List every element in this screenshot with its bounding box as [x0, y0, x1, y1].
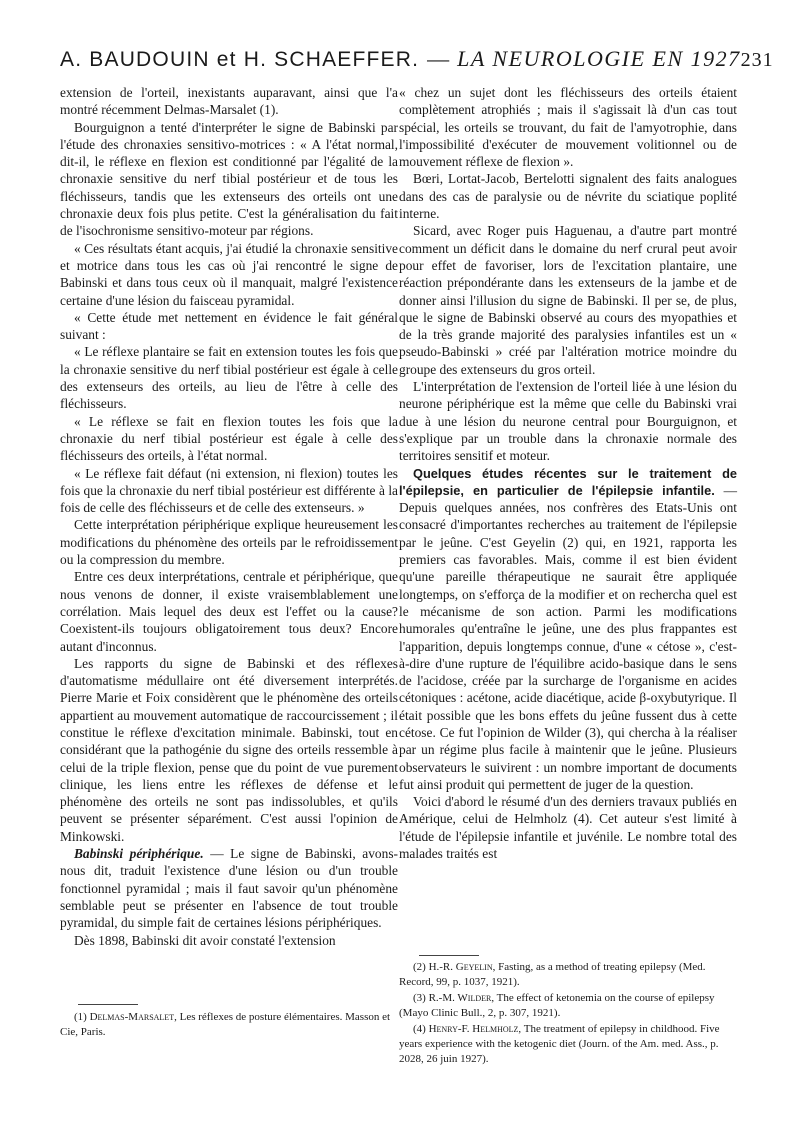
paragraph [60, 568, 398, 654]
paragraph-text: « Ces résultats étant acquis, j'ai étudié la chronaxie sensitive et motrice dans tous les cas où j'ai rencontré le signe de Babinski et dans tous ceux où il manquait, malgré l'existence certaine d'une lésion du faisceau pyramidal. [60, 240, 398, 308]
paragraph [60, 84, 398, 119]
section-lead: Quelques études récentes sur le traitement de l'épilepsie, en particulier de l'épilepsie infantile. [399, 465, 737, 498]
footnote-text: The effect of ketonemia on the course of epilepsy (Mayo Clinic Bull., 2, p. 307, 1921). [399, 992, 715, 1019]
footnote-rule-right [419, 955, 479, 956]
paragraph [399, 170, 737, 222]
paragraph-text: Dès 1898, Babinski dit avoir constaté l'extension [74, 932, 336, 948]
paragraph [399, 465, 737, 794]
paragraph-text: Bourguignon a tenté d'interpréter le signe de Babinski par l'étude des chronaxies sensitivo-motrices : « A l'état normal, dit-il, le réflexe en flexion est conditionné par l'égalité de la chronaxie sensitive du nerf tibial postérieur et de tous les fléchisseurs, tandis que les extenseurs des orteils ont une chronaxie deux fois plus petite. C'est la généralisation du fait de l'isochronisme sensitivo-moteur par régions. [60, 119, 398, 239]
paragraph-text: « chez un sujet dont les fléchisseurs des orteils étaient complètement atrophiés ; mais il s'agissait là d'un cas tout spécial, les orteils se trouvant, du fait de l'amyotrophie, dans l'impossibilité d'exécuter de mouvement volitionnel ou de mouvement réflexe de flexion ». [399, 85, 737, 170]
paragraph-text: « Le réflexe plantaire se fait en extension toutes les fois que la chronaxie sensitive du nerf tibial postérieur est égale à celle des extenseurs des orteils, au lieu de l'être à celle des fléchisseurs. [60, 344, 398, 412]
page-number: 231 [740, 49, 774, 71]
paragraph [399, 793, 737, 862]
paragraph [60, 309, 398, 344]
paragraph [60, 413, 398, 465]
paragraph [60, 119, 398, 240]
footnote [399, 1022, 737, 1067]
paragraph [60, 932, 398, 949]
footnote-text: The treatment of epilepsy in childhood. Five years experience with the ketogenic diet (Journ. of the Am. med. Ass., p. 2028, 26 juin 1927). [399, 1023, 720, 1065]
paragraph [60, 516, 398, 568]
footnote [399, 991, 737, 1021]
footnote-rule-left [78, 1004, 138, 1005]
paragraph [399, 222, 737, 378]
footnote-number: (1) [74, 1011, 90, 1023]
footnote-author: Henry-F. Helmholz, [428, 1023, 522, 1035]
paragraph-text: extension de l'orteil, inexistants auparavant, ainsi que l'a montré récemment Delmas-Marsalet (1). [60, 85, 398, 118]
left-column [60, 84, 398, 949]
footnotes-left [60, 1010, 398, 1041]
footnote-number: (3) [413, 992, 429, 1004]
paragraph-text: — Le signe de Babinski, avons-nous dit, traduit l'existence d'une lésion ou d'un trouble fonctionnel pyramidal ; mais il faut savoir qu'un phénomène semblable peut se présenter en l'absence de tout trouble pyramidal, du simple fait de certaines lésions périphériques. [60, 846, 398, 931]
paragraph-text: Entre ces deux interprétations, centrale et périphérique, que nous venons de donner, il existe vraisemblablement une corrélation. Mais lequel des deux est l'effet ou la cause? Coexistent-ils toujours obligatoirement tous deux? Encore autant d'inconnus. [60, 569, 398, 654]
paragraph-text: « Cette étude met nettement en évidence le fait général suivant : [60, 309, 398, 343]
paragraph-text: « Le réflexe fait défaut (ni extension, ni flexion) toutes les fois que la chronaxie du nerf tibial postérieur est différente à la fois de celle des fléchisseurs et de celle des extenseurs. » [60, 465, 398, 516]
paragraph-text: — Depuis quelques années, nos confrères des Etats-Unis ont consacré d'importantes recherches au traitement de l'épilepsie par le jeûne. C'est Geyelin (2) qui, en 1921, rapporta les premiers cas favorables. Mais, comme il est bien évident qu'une pareille thérapeutique ne saurait être appliquée longtemps, on s'efforça de la modifier et on rechercha quel est le mécanisme de son action. Parmi les modifications humorales qu'entraîne le jeûne, une des plus frappantes est l'apparition, depuis longtemps connue, d'une « cétose », c'est-à-dire d'une rupture de l'équilibre acido-basique dans le sens de l'acidose, créée par la surcharge de l'organisme en acides cétoniques : acétone, acide diacétique, acide β-oxybutyrique. Il était possible que les bons effets du jeûne fussent dus à cette cétose. Ce fut l'opinion de Wilder (3), qui chercha à la réaliser par un régime plus facile à maintenir que le jeûne. Plusieurs observateurs le suivirent : un nombre important de documents fut ainsi produit qui permettent de juger de la question. [399, 482, 737, 792]
footnote-number: (2) [413, 961, 429, 973]
paragraph [399, 378, 737, 464]
footnote-author: Delmas-Marsalet, [89, 1011, 177, 1023]
right-column [399, 84, 737, 862]
paragraph [399, 84, 737, 170]
footnote-number: (4) [413, 1023, 429, 1035]
footnote-author: R.-M. Wilder, [428, 992, 495, 1004]
paragraph [60, 845, 398, 931]
paragraph-text: Sicard, avec Roger puis Haguenau, a d'autre part montré comment un déficit dans le domaine du nerf crural peut avoir pour effet de favoriser, lors de l'excitation plantaire, une réaction prépondérante dans les extenseurs de la jambe et de donner ainsi l'illusion du signe de Babinski. Il per se, de plus, que le signe de Babinski observé au cours des myopathies et de la très grande majorité des paralysies infantiles est un « pseudo-Babinski » créé par l'altération motrice moindre du groupe des extenseurs du gros orteil. [399, 223, 737, 377]
paragraph-text: Cette interprétation périphérique explique heureusement les modifications du phénomène des orteils par le refroidissement ou la compression du membre. [60, 517, 398, 568]
footnote [60, 1010, 398, 1040]
footnote-text: Fasting, as a method of treating epilepsy (Med. Record, 99, p. 1037, 1921). [399, 961, 706, 988]
paragraph-text: Les rapports du signe de Babinski et des réflexes d'automatisme médullaire ont été diversement interprétés. Pierre Marie et Foix considèrent que le phénomène des orteils appartient au mouvement automatique de raccourcissement ; il constitue le réflexe d'excitation minimale. Babinski, tout en considérant que la pathogénie du signe des orteils ressemble à celui de la triple flexion, pense que du point de vue purement clinique, les liens entre les réflexes de défense et le phénomène des orteils ne sont pas indissolubles, et qu'ils peuvent se présenter séparément. C'est aussi l'opinion de Minkowski. [60, 655, 398, 844]
header-authors: A. BAUDOUIN et H. SCHAEFFER. [60, 48, 420, 71]
footnotes-right [399, 960, 737, 1068]
footnote [399, 960, 737, 990]
section-lead: Babinski périphérique. [74, 846, 204, 862]
paragraph-text: Voici d'abord le résumé d'un des derniers travaux publiés en Amérique, celui de Helmholz (4). Cet auteur s'est limité à l'étude de l'épilepsie infantile et juvénile. Le nombre total des malades traités est [399, 794, 737, 862]
footnote-author: H.-R. Geyelin, [428, 961, 496, 973]
paragraph-text: « Le réflexe se fait en flexion toutes les fois que la chronaxie du nerf tibial postérieur est égale à celle des fléchisseurs des orteils, à l'état normal. [60, 413, 398, 464]
paragraph [60, 465, 398, 517]
footnote-text: Les réflexes de posture élémentaires. Masson et Cie, Paris. [60, 1011, 391, 1038]
paragraph [60, 655, 398, 845]
header-separator: — [427, 46, 450, 71]
running-header [60, 46, 774, 80]
paragraph-text: L'interprétation de l'extension de l'orteil liée à une lésion du neurone périphérique est la même que celle du Babinski vrai due à une lésion du neurone central pour Bourguignon, et s'explique par un trouble dans la chronaxie normale des territoires sensitif et moteur. [399, 379, 737, 464]
paragraph [60, 240, 398, 309]
paragraph-text: Bœri, Lortat-Jacob, Bertelotti signalent des faits analogues dans des cas de paralysie ou de névrite du sciatique poplité interne. [399, 171, 737, 222]
paragraph [60, 343, 398, 412]
header-title: LA NEUROLOGIE EN 1927 [457, 46, 741, 71]
